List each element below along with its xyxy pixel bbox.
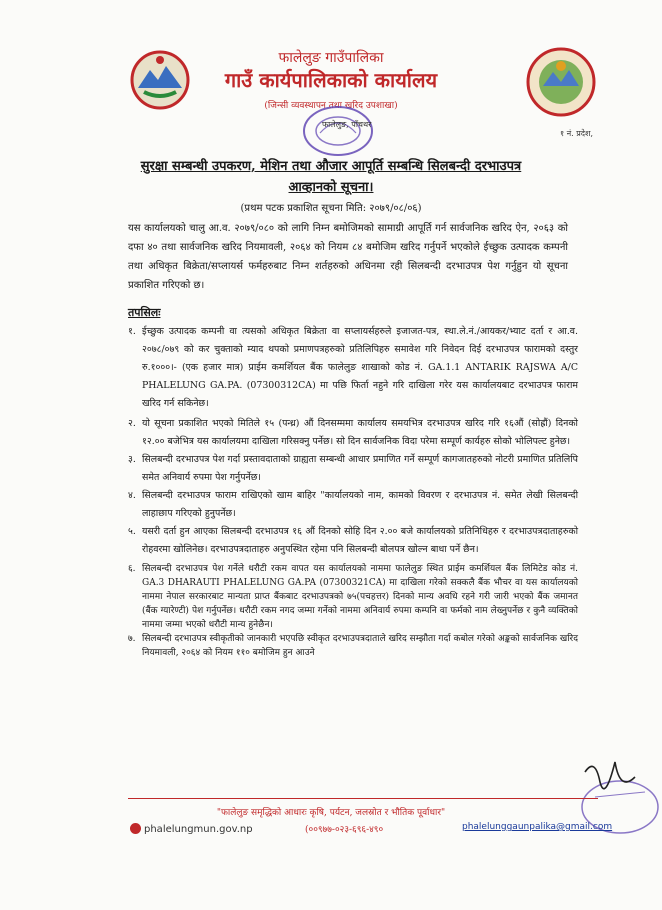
list-item bbox=[128, 487, 578, 523]
item-text: सिलबन्दी दरभाउपत्र पेश गर्दा प्रस्तावदाताको ग्राह्यता सम्बन्धी आधार प्रमाणित गर्ने सम्पूर्ण कागजातहरुको नोटरी प्रमाणित प्रतिलिपि समेत अनिवार्य रुपमा पेश गर्नुपर्नेछ। bbox=[142, 454, 578, 483]
notice-title-line2: आव्हानको सूचना। bbox=[288, 180, 374, 195]
notice-title: सुरक्षा सम्बन्धी उपकरण, मेशिन तथा औजार आपूर्ति सम्बन्धि सिलबन्दी दरभाउपत्र bbox=[140, 159, 522, 174]
item-number: ७. bbox=[128, 634, 136, 644]
footer-motto: "फालेलुङ समृद्धिको आधारः कृषि, पर्यटन, जलस्रोत र भौतिक पूर्वाधार" bbox=[216, 808, 446, 818]
province-label: १ नं. प्रदेश, bbox=[560, 129, 594, 138]
office-stamp-icon bbox=[300, 103, 376, 159]
publication-date: (प्रथम पटक प्रकाशित सूचना मिति: २०७९/०८/०६) bbox=[240, 203, 422, 214]
section-name: (जिन्सी व्यवस्थापन तथा खरिद उपशाखा) bbox=[264, 101, 398, 111]
footer-divider bbox=[128, 798, 598, 799]
phone-number: (००९७७-०२३-६९६-४९० bbox=[305, 825, 384, 835]
item-text: यसरी दर्ता हुन आएका सिलबन्दी दरभाउपत्र १६ औं दिनको सोहि दिन २.०० बजे कार्यालयको प्रतिनिधिहरु र दरभाउपत्रदाताहरुको रोहवरमा खोलिनेछ। दरभाउपत्रदाताहरु अनुपस्थित रहेमा पनि सिलबन्दी बोलपत्र खोल्न बाधा पर्ने छैन। bbox=[142, 526, 578, 555]
item-number: २. bbox=[128, 418, 136, 429]
globe-icon bbox=[130, 823, 141, 834]
item-text: सिलबन्दी दरभाउपत्र पेश गर्नेले धरौटी रकम वापत यस कार्यालयको नाममा फालेलुङ स्थित प्राईम कमर्शियल बैंक लिमिटेड कोड नं. GA.3 DHARAUTI PHALELUNG GA.PA (07300321CA) मा दाखिला गरेको सक्कलै बैंक भौचर वा यस कार्यालयको नाममा नेपाल सरकारबाट मान्यता प्राप्त बैंकबाट दरभाउपत्रको ७५(पचहत्तर) दिनको मान्य अवधि रहने गरी जारी भएको बैंक जमानत (बैंक ग्यारेण्टी) पेश गर्नुपर्नेछ। धरौटी रकम नगद जम्मा गर्नेको नाममा अनिवार्य रुपमा कम्पनि वा फर्मको नाम लेख्नुपर्नेछ र कुनै व्यक्तिको नाममा जम्मा भएको धरौटी मान्य हुनेछैन। bbox=[142, 564, 578, 630]
item-text: सिलबन्दी दरभाउपत्र स्वीकृतीको जानकारी भएपछि स्वीकृत दरभाउपत्रदाताले खरिद सम्झौता गर्दा कबोल गरेको अङ्कको सार्वजनिक खरिद नियमावली, २०६४ को नियम ११० बमोजिम हुन आउने bbox=[142, 634, 578, 658]
conditions-list bbox=[128, 323, 578, 660]
list-item bbox=[128, 523, 578, 559]
list-item bbox=[128, 632, 578, 660]
item-number: ४. bbox=[128, 490, 136, 501]
office-name: गाउँ कार्यपालिकाको कार्यालय bbox=[224, 68, 438, 92]
details-heading: तपसिलः bbox=[128, 306, 161, 319]
item-number: ६. bbox=[128, 564, 136, 574]
item-number: १. bbox=[128, 326, 136, 337]
intro-paragraph: यस कार्यालयको चालु आ.व. २०७९/०८० को लागि निम्न बमोजिमको सामाग्री आपूर्ति गर्न सार्वजनिक खरिद ऐन, २०६३ को दफा ४० तथा सार्वजनिक खरिद नियमावली, २०६४ को नियम ८४ बमोजिम खरिद गर्नुपर्ने भएकोले ईच्छुक उत्पादक कम्पनी तथा अधिकृत बिक्रेता/सप्लायर्स फर्महरुबाट निम्न शर्तहरुको अधिनमा रही सिलबन्दी दरभाउपत्र पेश गर्नुहुन यो सूचना प्रकाशित गरिएको छ। bbox=[128, 223, 568, 291]
email-link[interactable]: phalelunggaunpalika@gmail.com bbox=[462, 822, 613, 832]
item-text: ईच्छुक उत्पादक कम्पनी वा त्यसको अधिकृत बिक्रेता वा सप्लायर्सहरुले इजाजत-पत्र, स्था.ले.नं./आयकर/भ्याट दर्ता र आ.व. २०७८/०७९ को कर चुक्ताको म्याद थपको प्रमाणपत्रहरुको प्रतिलिपिहरु समावेश गरि निवेदन दिई दरभाउपत्र फारामको दस्तुर रु.१०००।- (एक हजार मात्र) प्राईम कमर्शियल बैंक फालेलुङ शाखाको कोड नं. GA.1.1 ANTARIK RAJSWA A/C PHALELUNG GA.PA. (07300312CA) मा पछि फिर्ता नहुने गरि दाखिला गरेर यस कार्यालयबाट दरभाउपत्र फाराम खरिद गर्न सकिनेछ। bbox=[142, 326, 578, 409]
municipality-logo-icon bbox=[525, 46, 597, 118]
list-item bbox=[128, 323, 578, 413]
item-number: ३. bbox=[128, 454, 136, 465]
list-item bbox=[128, 451, 578, 487]
list-item bbox=[128, 415, 578, 451]
municipality-name: फालेलुङ गाउँपालिका bbox=[278, 50, 384, 66]
item-number: ५. bbox=[128, 526, 136, 537]
item-text: यो सूचना प्रकाशित भएको मितिले १५ (पन्ध्र) औं दिनसम्ममा कार्यालय समयभित्र दरभाउपत्र खरिद गरि १६औं (सोह्रौं) दिनको १२.०० बजेभित्र यस कार्यालयमा दाखिला गरिसक्नु पर्नेछ। सो दिन सार्वजनिक विदा परेमा सम्पूर्ण कार्यहरु सोको भोलिपल्ट हुनेछ। bbox=[142, 418, 578, 447]
website-link[interactable]: phalelungmun.gov.np bbox=[144, 824, 253, 835]
list-item bbox=[128, 562, 578, 632]
office-address: फालेलुङ, पाँचथर bbox=[322, 120, 372, 129]
item-text: सिलबन्दी दरभाउपत्र फाराम राखिएको खाम बाहिर "कार्यालयको नाम, कामको विवरण र दरभाउपत्र नं. समेत लेखी सिलबन्दी लाहाछाप गरिएको हुनुपर्नेछ। bbox=[142, 490, 578, 519]
